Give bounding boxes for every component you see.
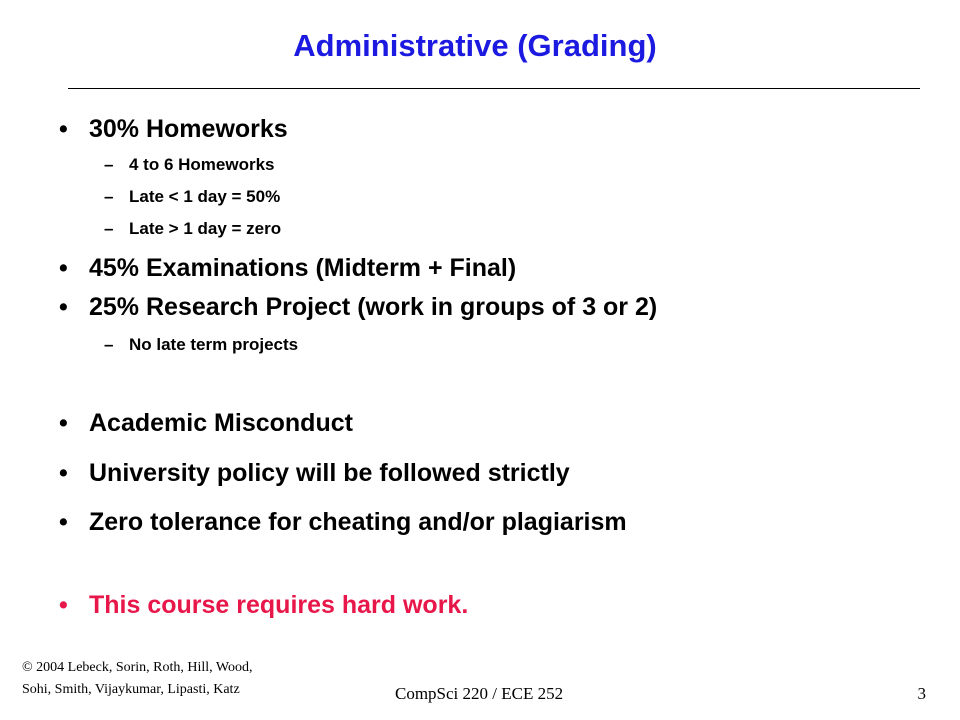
bullet-text: Zero tolerance for cheating and/or plagiarism <box>89 508 627 536</box>
copyright-notice <box>22 657 253 701</box>
course-label: CompSci 220 / ECE 252 <box>395 684 564 703</box>
bullet-text: This course requires hard work. <box>89 591 469 619</box>
copyright-line: Sohi, Smith, Vijaykumar, Lipasti, Katz <box>22 682 240 697</box>
bullet-text: 45% Examinations (Midterm + Final) <box>89 254 517 282</box>
bullet-dot: • <box>59 591 68 619</box>
subbullet-text: 4 to 6 Homeworks <box>129 155 275 174</box>
subbullet-text: No late term projects <box>129 335 299 354</box>
subbullet-late-over-day <box>104 219 281 239</box>
bullet-zero-tolerance <box>59 508 627 537</box>
bullet-dot: • <box>59 409 68 437</box>
page-number: 3 <box>917 684 926 703</box>
subbullet-homework-count <box>104 155 275 175</box>
bullet-dot: • <box>59 459 68 487</box>
subbullet-late-under-day <box>104 187 280 207</box>
bullet-text: 25% Research Project (work in groups of 3 or 2) <box>89 293 658 321</box>
bullet-university-policy <box>59 459 570 488</box>
dash-marker: – <box>104 335 114 354</box>
bullet-academic-misconduct <box>59 409 353 438</box>
bullet-text: Academic Misconduct <box>89 409 353 437</box>
dash-marker: – <box>104 219 114 238</box>
bullet-hard-work <box>59 591 468 620</box>
dash-marker: – <box>104 155 114 174</box>
subbullet-no-late-projects <box>104 335 298 355</box>
title-divider <box>68 88 920 89</box>
bullet-homeworks <box>59 115 288 144</box>
slide-title: Administrative (Grading) <box>293 28 657 63</box>
subbullet-text: Late > 1 day = zero <box>129 219 282 238</box>
bullet-dot: • <box>59 115 68 143</box>
bullet-dot: • <box>59 254 68 282</box>
dash-marker: – <box>104 187 114 206</box>
bullet-text: 30% Homeworks <box>89 115 288 143</box>
copyright-line: © 2004 Lebeck, Sorin, Roth, Hill, Wood, <box>22 660 253 675</box>
bullet-dot: • <box>59 508 68 536</box>
bullet-dot: • <box>59 293 68 321</box>
bullet-research-project <box>59 293 657 322</box>
bullet-examinations <box>59 254 516 283</box>
bullet-text: University policy will be followed strictly <box>89 459 570 487</box>
subbullet-text: Late < 1 day = 50% <box>129 187 281 206</box>
